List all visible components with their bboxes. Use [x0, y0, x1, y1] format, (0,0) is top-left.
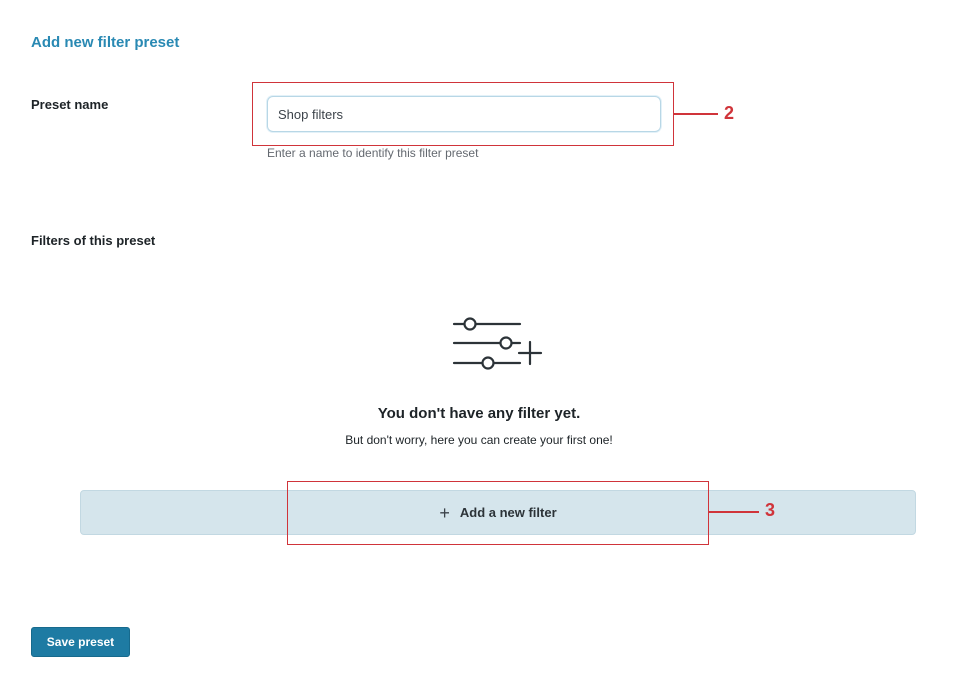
annotation-line-preset-input	[674, 113, 718, 115]
page-title: Add new filter preset	[31, 34, 180, 51]
plus-icon: +	[439, 502, 450, 523]
save-preset-button[interactable]: Save preset	[31, 627, 130, 657]
annotation-box-add-filter	[287, 481, 709, 545]
annotation-box-preset-input	[252, 82, 674, 146]
empty-state-title: You don't have any filter yet.	[377, 405, 581, 422]
add-filter-label: Add a new filter	[459, 505, 557, 520]
preset-name-label: Preset name	[31, 97, 109, 112]
preset-name-hint: Enter a name to identify this filter preset	[267, 146, 479, 160]
empty-state-subtitle: But don't worry, here you can create your first one!	[345, 433, 613, 447]
annotation-number-add-filter: 3	[765, 500, 776, 520]
filters-label: Filters of this preset	[31, 233, 156, 248]
annotation-line-add-filter	[709, 511, 759, 513]
filters-add-icon	[450, 314, 544, 374]
annotation-number-preset-input: 2	[724, 103, 735, 123]
